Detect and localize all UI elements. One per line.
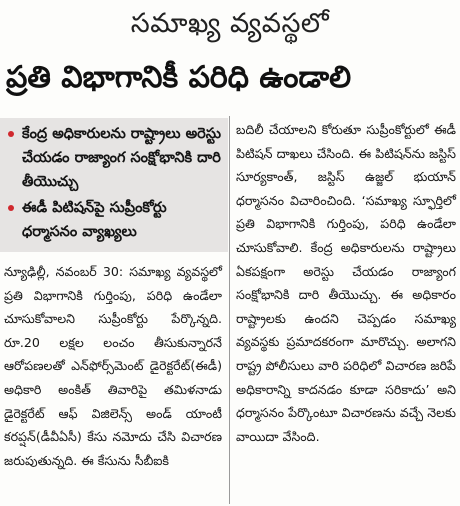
highlight-item xyxy=(8,122,222,194)
highlight-text: ఈడీ పిటిషన్‌పై సుప్రీంకోర్టు ధర్మాసనం వ్యాఖ్యలు xyxy=(22,200,167,240)
right-column xyxy=(236,118,456,504)
left-column xyxy=(0,118,228,504)
highlight-item xyxy=(8,196,222,244)
column-divider xyxy=(229,116,230,504)
highlights-box xyxy=(0,118,228,252)
highlight-text: కేంద్ర అధికారులను రాష్ట్రాలు అరెస్టు చేయడం రాజ్యాంగ సంక్షోభానికి దారి తీయొచ్చు xyxy=(22,126,221,190)
article-headline: ప్రతి విభాగానికీ పరిధి ఉండాలి xyxy=(6,60,352,95)
article-body-right: బదిలీ చేయాలని కోరుతూ సుప్రీంకోర్టులో ఈడీ పిటిషన్ దాఖలు చేసింది. ఈ పిటిషన్‌ను జస్టిస్ సూర్యకాంత్, జస్టిస్ ఉజ్జల్ భుయాన్ ధర్మాసనం విచారించింది. ‘సమాఖ్య స్ఫూర్తిలో ప్రతి విభాగానికి గుర్తింపు, పరిధి ఉండేలా చూసుకోవాలి. కేంద్ర అధికారులను రాష్ట్రాలు ఏకపక్షంగా అరెస్టు చేయడం రాజ్యాంగ సంక్షోభానికి దారి తీయొచ్చు. ఈ అధికారం రాష్ట్రాలకు ఉందని చెప్పడం సమాఖ్య వ్యవస్థకు ప్రమాదకరంగా మారొచ్చు. అలాగని రాష్ట్ర పోలీసులు వారి పరిధిలో విచారణ జరిపే అధికారాన్ని కాదనడం కూడా సరికాదు’ అని ధర్మాసనం పేర్కొంటూ విచారణను వచ్చే నెలకు వాయిదా వేసింది. xyxy=(236,122,456,444)
article-kicker: సమాఖ్య వ్యవస్థలో xyxy=(130,8,330,39)
article-body-left: న్యూఢిల్లీ, నవంబర్ 30: సమాఖ్య వ్యవస్థలో ప్రతి విభాగానికి గుర్తింపు, పరిధి ఉండేలా చూసుకోవాలని సుప్రీంకోర్టు పేర్కొన్నది. రూ.20 లక్షల లంచం తీసుకున్నారనే ఆరోపణలతో ఎన్‌ఫోర్స్‌మెంట్ డైరెక్టరేట్(ఈడీ) అధికారి అంకిత్ తివారిపై తమిళనాడు డైరెక్టరేట్ ఆఫ్ విజిలెన్స్ అండ్ యాంటీ కరప్షన్(డీవీఏసీ) కేసు నమోదు చేసి విచారణ జరుపుతున్నది. ఈ కేసును సీబీఐకి xyxy=(4,264,222,468)
bullet-icon xyxy=(8,205,14,211)
bullet-icon xyxy=(8,131,14,137)
